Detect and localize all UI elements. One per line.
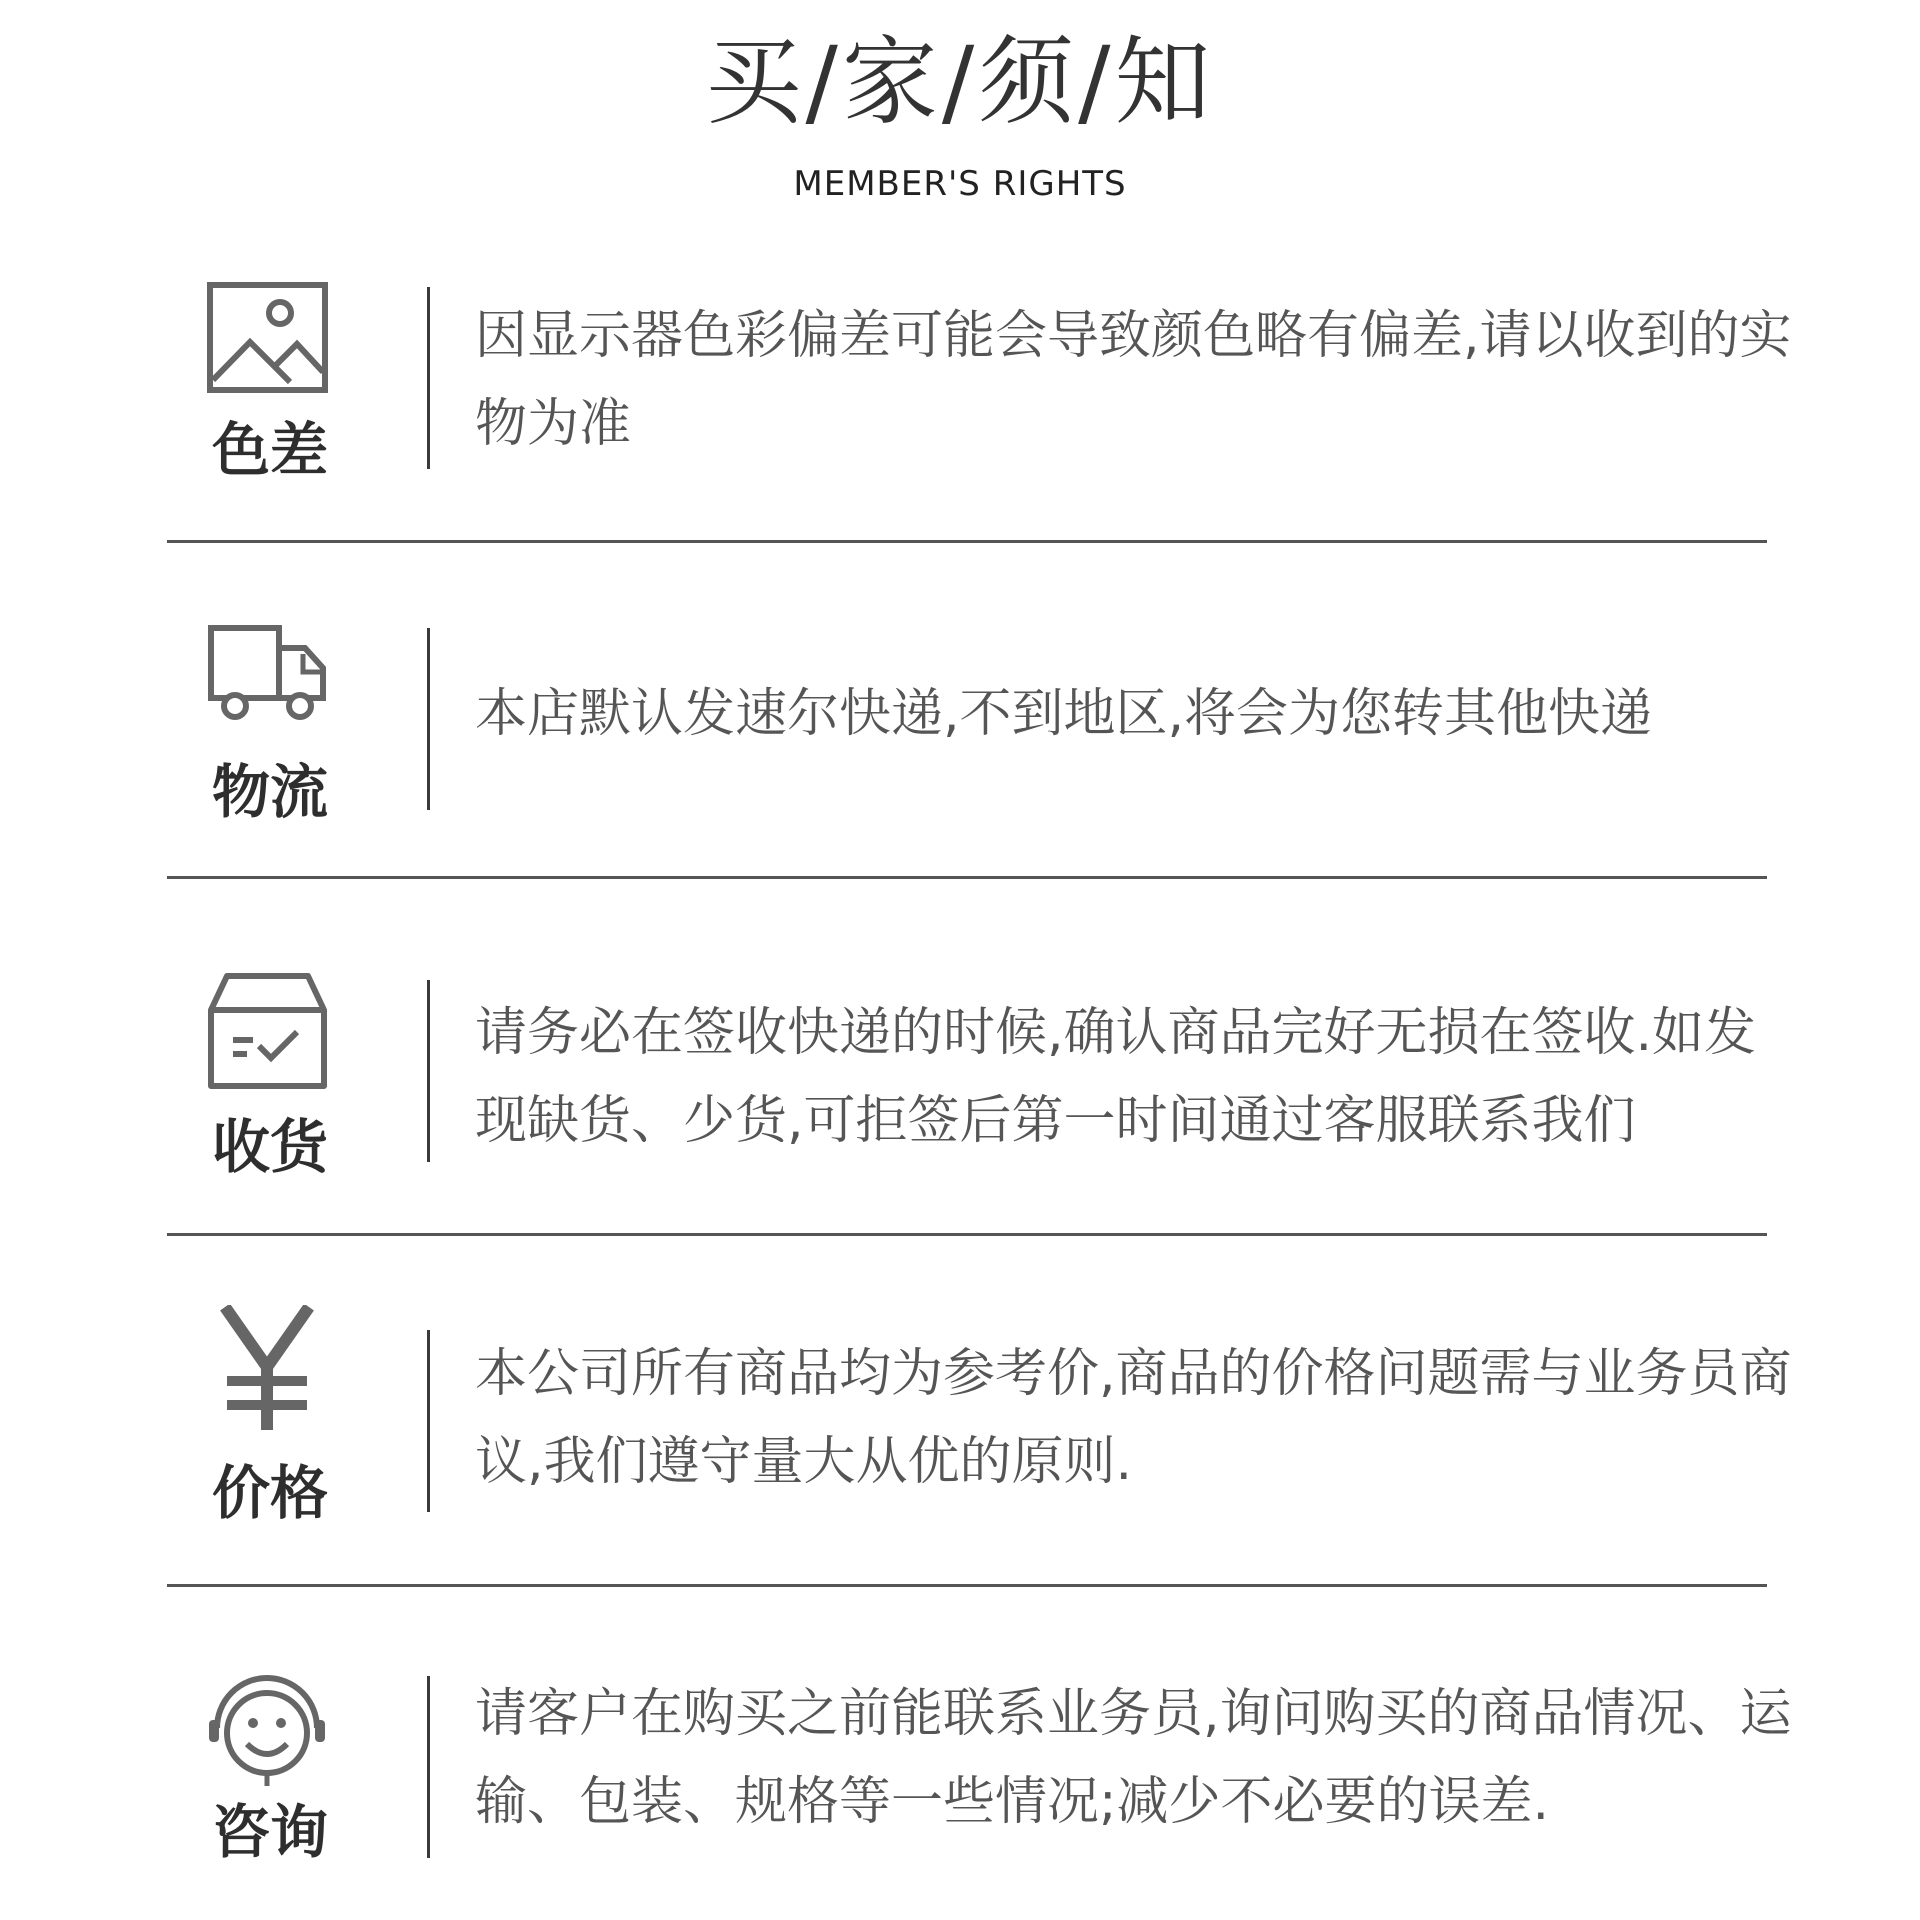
section-divider xyxy=(167,876,1767,879)
image-icon xyxy=(205,280,330,405)
section-divider xyxy=(167,1584,1767,1587)
vertical-divider xyxy=(427,980,430,1162)
smiley-headset-icon xyxy=(205,1668,330,1793)
section-text: 因显示器色彩偏差可能会导致颜色略有偏差,请以收到的实物为准 xyxy=(475,306,1792,454)
section-text: 本公司所有商品均为参考价,商品的价格问题需与业务员商议,我们遵守量大从优的原则. xyxy=(475,1344,1792,1492)
section-label: 物流 xyxy=(211,758,328,826)
page-title: 买/家/须/知 xyxy=(705,26,1215,138)
box-check-icon xyxy=(205,968,330,1093)
vertical-divider xyxy=(427,628,430,810)
section-label: 收货 xyxy=(211,1113,328,1181)
vertical-divider xyxy=(427,1676,430,1858)
page-subtitle: MEMBER'S RIGHTS xyxy=(793,164,1127,204)
truck-icon xyxy=(205,620,330,745)
section-label: 咨询 xyxy=(211,1798,328,1866)
section-label: 价格 xyxy=(211,1459,328,1527)
yen-icon xyxy=(205,1305,330,1430)
vertical-divider xyxy=(427,287,430,469)
section-divider xyxy=(167,1233,1767,1236)
vertical-divider xyxy=(427,1330,430,1512)
section-label: 色差 xyxy=(211,416,328,484)
section-divider xyxy=(167,540,1767,543)
section-text: 请务必在签收快递的时候,确认商品完好无损在签收.如发现缺货、少货,可拒签后第一时间通过客服联系我们 xyxy=(475,1003,1757,1151)
section-text: 请客户在购买之前能联系业务员,询问购买的商品情况、运输、包装、规格等一些情况;减少不必要的误差. xyxy=(475,1684,1792,1832)
section-text: 本店默认发速尔快递,不到地区,将会为您转其他快递 xyxy=(475,684,1653,744)
